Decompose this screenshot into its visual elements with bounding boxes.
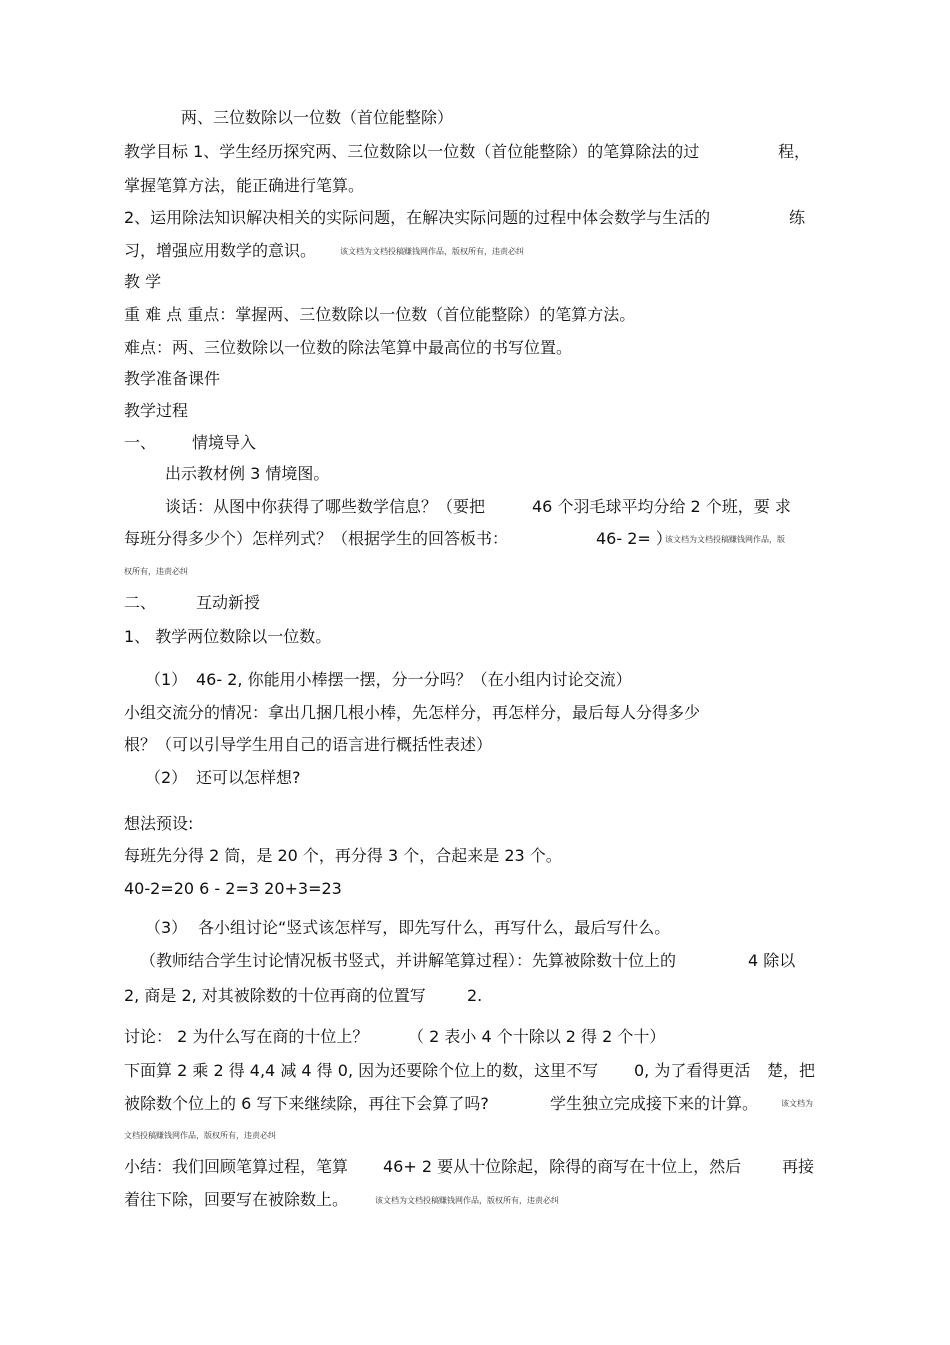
preparation: 教学准备课件 (124, 369, 221, 388)
watermark: 文档投稿赚钱网作品，版权所有，违责必纠 (124, 1131, 276, 1140)
preset-heading: 想法预设: (124, 814, 194, 833)
group-line-2: 根？（可以引导学生用自己的语言进行概括性表述） (124, 735, 493, 754)
next-line-1: 下面算 2 乘 2 得 4,4 减 4 得 0, 因为还要除个位上的数，这里不写 (124, 1061, 599, 1080)
summary-line-1-mid: 46+ 2 要从十位除起，除得的商写在十位上，然后 (383, 1157, 742, 1176)
section-1-number: 一、 (124, 433, 157, 452)
question-2-number: （2） (145, 768, 188, 787)
discuss-answer: （ 2 表小 4 个十除以 2 得 2 个十） (408, 1027, 666, 1046)
next-line-1-end: 楚，把 (767, 1061, 816, 1080)
section-2-number: 二、 (124, 593, 157, 612)
summary-line-1: 小结：我们回顾笔算过程，笔算 (124, 1157, 349, 1176)
talk-line-2: 每班分得多少个）怎样列式？（根据学生的回答板书： (124, 529, 509, 548)
goal-line-3: 2、运用除法知识解决相关的实际问题，在解决实际问题的过程中体会数学与生活的 (124, 208, 711, 227)
process-heading: 教学过程 (124, 401, 189, 420)
question-2-text: 还可以怎样想? (196, 768, 301, 787)
question-1-number: （1） (145, 670, 188, 689)
group-line-1: 小组交流分的情况：拿出几捆几根小棒，先怎样分，再怎样分，最后每人分得多少 (124, 703, 701, 722)
next-line-2: 被除数个位上的 6 写下来继续除，再往下会算了吗? (124, 1094, 489, 1113)
discuss-question: 讨论： 2 为什么写在商的十位上？ (124, 1027, 369, 1046)
goal-line-1-end: 程， (778, 142, 811, 161)
section-2-title: 互动新授 (196, 593, 261, 612)
next-line-1-mid: 0, 为了看得更活 (634, 1061, 751, 1080)
watermark: 该文档为文档投稿赚钱网作品，版权所有，违责必纠 (375, 1196, 559, 1205)
preset-line-1: 每班先分得 2 筒，是 20 个，再分得 3 个，合起来是 23 个。 (124, 846, 562, 865)
preset-line-2: 40-2=20 6 - 2=3 20+3=23 (124, 879, 342, 898)
next-line-2-end: 学生独立完成接下来的计算。 (550, 1094, 759, 1113)
item-1: 1、 教学两位数除以一位数。 (124, 627, 332, 646)
doc-title: 两、三位数除以一位数（首位能整除） (181, 108, 454, 127)
key-point: 重 难 点 重点：掌握两、三位数除以一位数（首位能整除）的笔算方法。 (124, 305, 636, 324)
teacher-line-1: （教师结合学生讨论情况板书竖式，并讲解笔算过程）：先算被除数十位上的 (140, 951, 677, 970)
difficult-point: 难点：两、三位数除以一位数的除法笔算中最高位的书写位置。 (124, 338, 573, 357)
teacher-line-1-end: 4 除以 (748, 951, 796, 970)
talk-line-1-end: 46 个羽毛球平均分给 2 个班，要 求 (532, 497, 791, 516)
watermark: 该文档为 (781, 1099, 813, 1108)
teacher-line-2: 2, 商是 2, 对其被除数的十位再商的位置写 (124, 986, 426, 1005)
question-3-number: （3） (145, 918, 188, 937)
goal-line-3-end: 练 (789, 208, 806, 227)
question-1-text: 46- 2, 你能用小棒摆一摆，分一分吗？（在小组内讨论交流） (196, 670, 632, 689)
summary-line-1-end: 再接 (782, 1157, 815, 1176)
watermark: 该文档为文档投稿赚钱网作品，版 (665, 535, 785, 544)
talk-line-2-formula: 46- 2= ） (596, 529, 672, 548)
teacher-line-2-end: 2. (467, 986, 483, 1005)
key-label: 教 学 (124, 272, 162, 291)
section-1-show: 出示教材例 3 情境图。 (165, 464, 330, 483)
watermark: 权所有，违责必纠 (124, 567, 188, 576)
question-3-text: 各小组讨论“竖式该怎样写，即先写什么，再写什么，最后写什么。 (198, 918, 671, 937)
talk-line-1: 谈话：从图中你获得了哪些数学信息？（要把 (165, 497, 486, 516)
watermark: 该文档为文档投稿赚钱网作品，版权所有，违责必纠 (340, 247, 524, 256)
goal-line-4: 习，增强应用数学的意识。 (124, 241, 317, 260)
goal-line-1: 教学目标 1、学生经历探究两、三位数除以一位数（首位能整除）的笔算除法的过 (124, 142, 700, 161)
summary-line-2: 着往下除，回要写在被除数上。 (124, 1190, 349, 1209)
goal-line-2: 掌握笔算方法，能正确进行笔算。 (124, 176, 365, 195)
section-1-title: 情境导入 (192, 433, 257, 452)
